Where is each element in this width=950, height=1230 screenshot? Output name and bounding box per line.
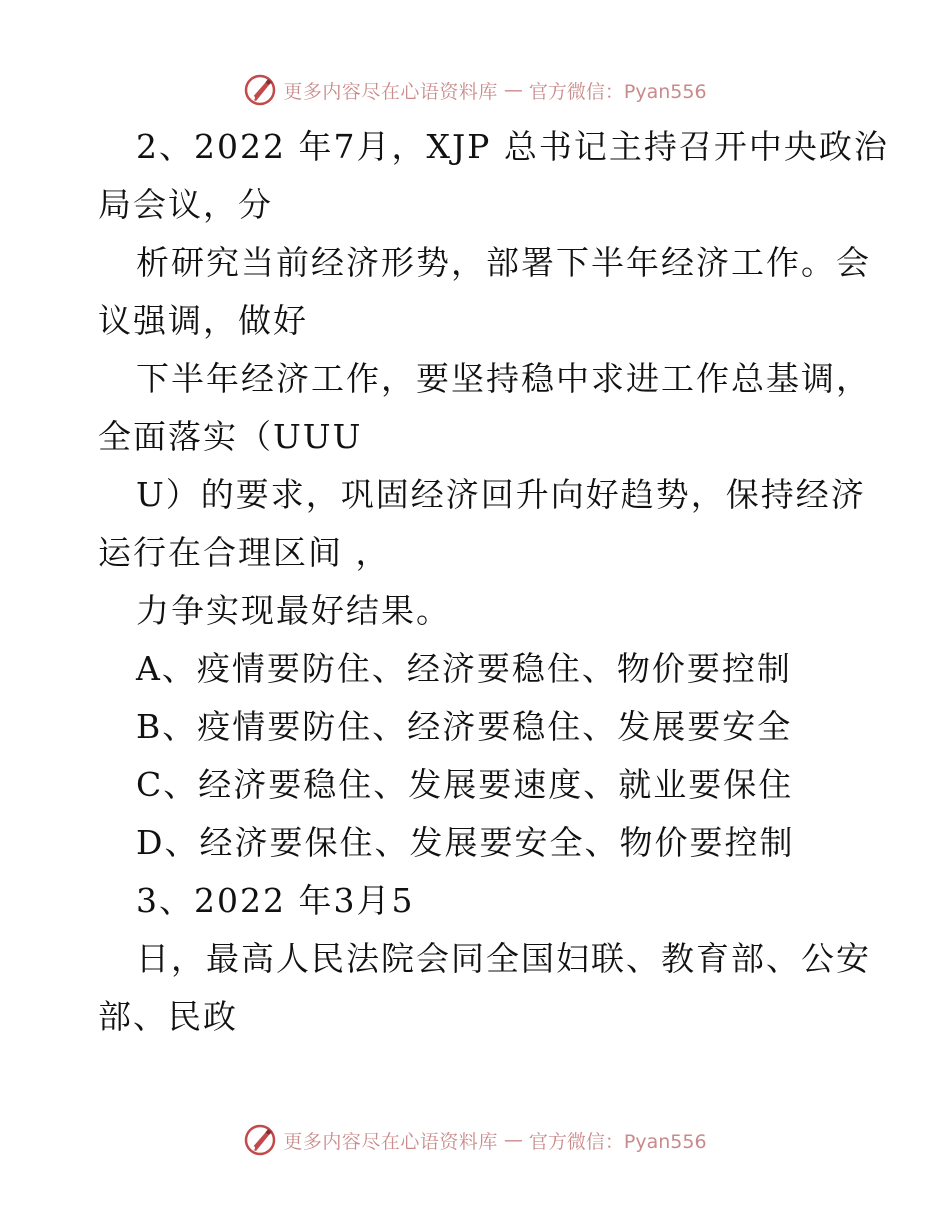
text-line: 全面落实（UUU bbox=[98, 417, 363, 456]
option-a: A、疫情要防住、经济要稳住、物价要控制 bbox=[136, 649, 792, 688]
document-body bbox=[98, 118, 889, 1046]
footer-banner bbox=[0, 1120, 950, 1160]
text-line: 3、2022 年3月5 bbox=[136, 881, 415, 920]
banner-slogan: 更多内容尽在心语资料库 bbox=[283, 80, 498, 103]
option-d: D、经济要保住、发展要安全、物价要控制 bbox=[136, 823, 795, 862]
pen-logo-icon bbox=[243, 1123, 277, 1157]
text-line: 运行在合理区间 ， bbox=[98, 533, 391, 572]
text-line: 2、2022 年7月，XJP 总书记主持召开中央政治 bbox=[136, 127, 889, 166]
header-banner bbox=[0, 70, 950, 110]
pen-logo-icon bbox=[243, 73, 277, 107]
option-c: C、经济要稳住、发展要速度、就业要保住 bbox=[136, 765, 794, 804]
text-line: 议强调，做好 bbox=[98, 301, 308, 340]
text-line: 析研究当前经济形势，部署下半年经济工作。会 bbox=[136, 243, 871, 282]
text-line: 下半年经济工作，要坚持稳中求进工作总基调， bbox=[136, 359, 871, 398]
text-line: 局会议，分 bbox=[98, 185, 273, 224]
text-line: 日，最高人民法院会同全国妇联、教育部、公安 bbox=[136, 939, 871, 978]
option-b: B、疫情要防住、经济要稳住、发展要安全 bbox=[136, 707, 793, 746]
banner-wechat-id: 官方微信：Pyan556 bbox=[528, 1130, 707, 1153]
text-line: U）的要求，巩固经济回升向好趋势，保持经济 bbox=[136, 475, 866, 514]
text-line: 力争实现最好结果。 bbox=[136, 591, 451, 630]
banner-wechat-id: 官方微信：Pyan556 bbox=[528, 80, 707, 103]
banner-separator: — bbox=[503, 79, 523, 101]
banner-separator: — bbox=[503, 1129, 523, 1151]
text-line: 部、民政 bbox=[98, 997, 238, 1036]
banner-slogan: 更多内容尽在心语资料库 bbox=[283, 1130, 498, 1153]
